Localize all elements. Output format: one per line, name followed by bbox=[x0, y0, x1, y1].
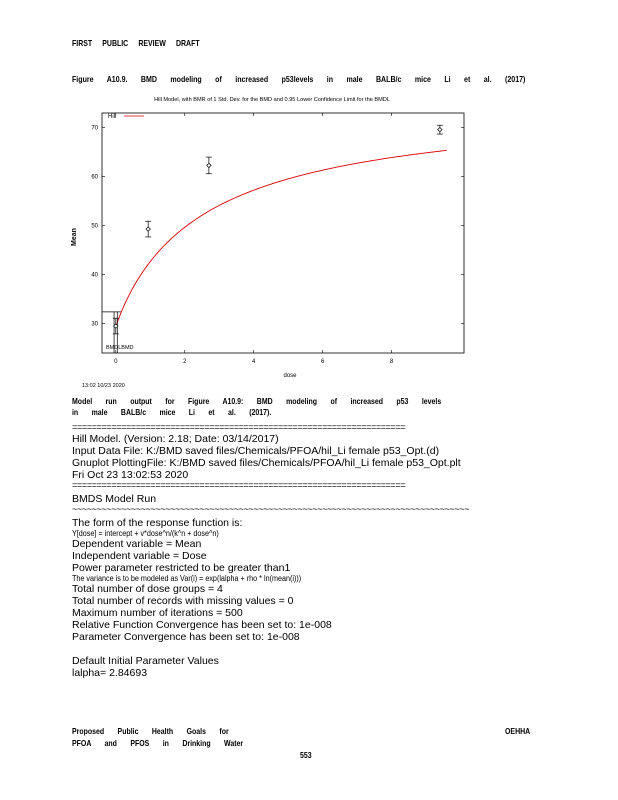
footer-right: OEHHA bbox=[505, 726, 531, 736]
x-tick-label: 2 bbox=[183, 359, 187, 365]
x-tick-label: 8 bbox=[389, 359, 394, 365]
x-tick-label: 0 bbox=[114, 359, 118, 365]
y-tick-label: 40 bbox=[91, 272, 98, 279]
chart-title: Hill Model, with BMR of 1 Std. Dev. for the BMD and 0.95 Lower Confidence Limit for the BMDL bbox=[154, 97, 390, 103]
parameter-convergence: Parameter Convergence has been set to: 1e-008 bbox=[72, 631, 300, 643]
page-number: 553 bbox=[300, 750, 312, 760]
bmds-output bbox=[72, 423, 552, 679]
model-formula: Y[dose] = intercept + v*dose^n/(k^n + dose^n) bbox=[72, 529, 219, 538]
data-point bbox=[438, 127, 442, 131]
max-iterations: Maximum number of iterations = 500 bbox=[72, 607, 243, 619]
footer-left-line2: PFOA and PFOS in Drinking Water bbox=[72, 738, 244, 748]
separator-tilde: ~~~~~~~~~~~~~~~~~~~~~~~~~~~~~~~~~~~~~~~~~~~~~~~~~~~~~~~~~~~~~~~~~~~~~~~~~~~~~~~~~ bbox=[72, 505, 469, 515]
chart-legend bbox=[108, 114, 144, 120]
default-params-title: Default Initial Parameter Values bbox=[72, 655, 219, 667]
form-line: The form of the response function is: bbox=[72, 517, 243, 529]
run-date: Fri Oct 23 13:02:53 2020 bbox=[72, 469, 189, 481]
separator-equals: ==================================================================== bbox=[72, 423, 406, 433]
relative-convergence: Relative Function Convergence has been set to: 1e-008 bbox=[72, 619, 332, 631]
x-axis-label: dose bbox=[283, 373, 297, 379]
x-tick-label: 4 bbox=[252, 359, 256, 365]
bmd-chart bbox=[72, 92, 472, 392]
plot-frame bbox=[102, 113, 464, 353]
draft-header: FIRST PUBLIC REVIEW DRAFT bbox=[72, 38, 200, 48]
y-tick-label: 70 bbox=[91, 125, 98, 132]
bmds-run-title: BMDS Model Run bbox=[72, 493, 157, 505]
lalpha-value: lalpha= 2.84693 bbox=[72, 667, 148, 679]
variance-model: The variance is to be modeled as Var(i) = exp(lalpha + rho * ln(mean(i))) bbox=[72, 574, 302, 583]
gnuplot-file: Gnuplot PlottingFile: K:/BMD saved files/Chemicals/PFOA/hil_Li female p53_Opt.plt bbox=[72, 457, 461, 469]
figure-caption: Figure A10.9. BMD modeling of increased p53levels in male BALB/c mice Li et al. (2017) bbox=[72, 74, 526, 84]
y-tick-label: 50 bbox=[91, 223, 98, 230]
data-point bbox=[207, 163, 211, 167]
legend-label-hill: Hill bbox=[108, 114, 117, 120]
chart-timestamp: 13:02 10/23 2020 bbox=[82, 383, 125, 389]
missing-records: Total number of records with missing values = 0 bbox=[72, 595, 294, 607]
dependent-variable: Dependent variable = Mean bbox=[72, 538, 202, 550]
data-point bbox=[146, 227, 150, 231]
input-data-file: Input Data File: K:/BMD saved files/Chemicals/PFOA/hil_Li female p53_Opt.(d) bbox=[72, 445, 440, 457]
bmd-bmdl-label: BMDLBMD bbox=[106, 345, 134, 351]
hill-fit-curve bbox=[116, 150, 447, 327]
y-axis-label: Mean bbox=[71, 228, 78, 246]
run-output-caption: Model run output for Figure A10.9: BMD modeling of increased p53 levels in male BALB/c mice Li et al. (2017). bbox=[72, 396, 442, 417]
power-parameter: Power parameter restricted to be greater than1 bbox=[72, 562, 291, 574]
independent-variable: Independent variable = Dose bbox=[72, 550, 207, 562]
hill-version: Hill Model. (Version: 2.18; Date: 03/14/2017) bbox=[72, 433, 279, 445]
dose-groups: Total number of dose groups = 4 bbox=[72, 583, 223, 595]
y-tick-label: 30 bbox=[91, 321, 98, 328]
footer-left-line1: Proposed Public Health Goals for bbox=[72, 726, 229, 736]
x-tick-label: 6 bbox=[320, 359, 325, 365]
y-tick-label: 60 bbox=[91, 174, 98, 181]
separator-equals-2: ==================================================================== bbox=[72, 481, 406, 491]
